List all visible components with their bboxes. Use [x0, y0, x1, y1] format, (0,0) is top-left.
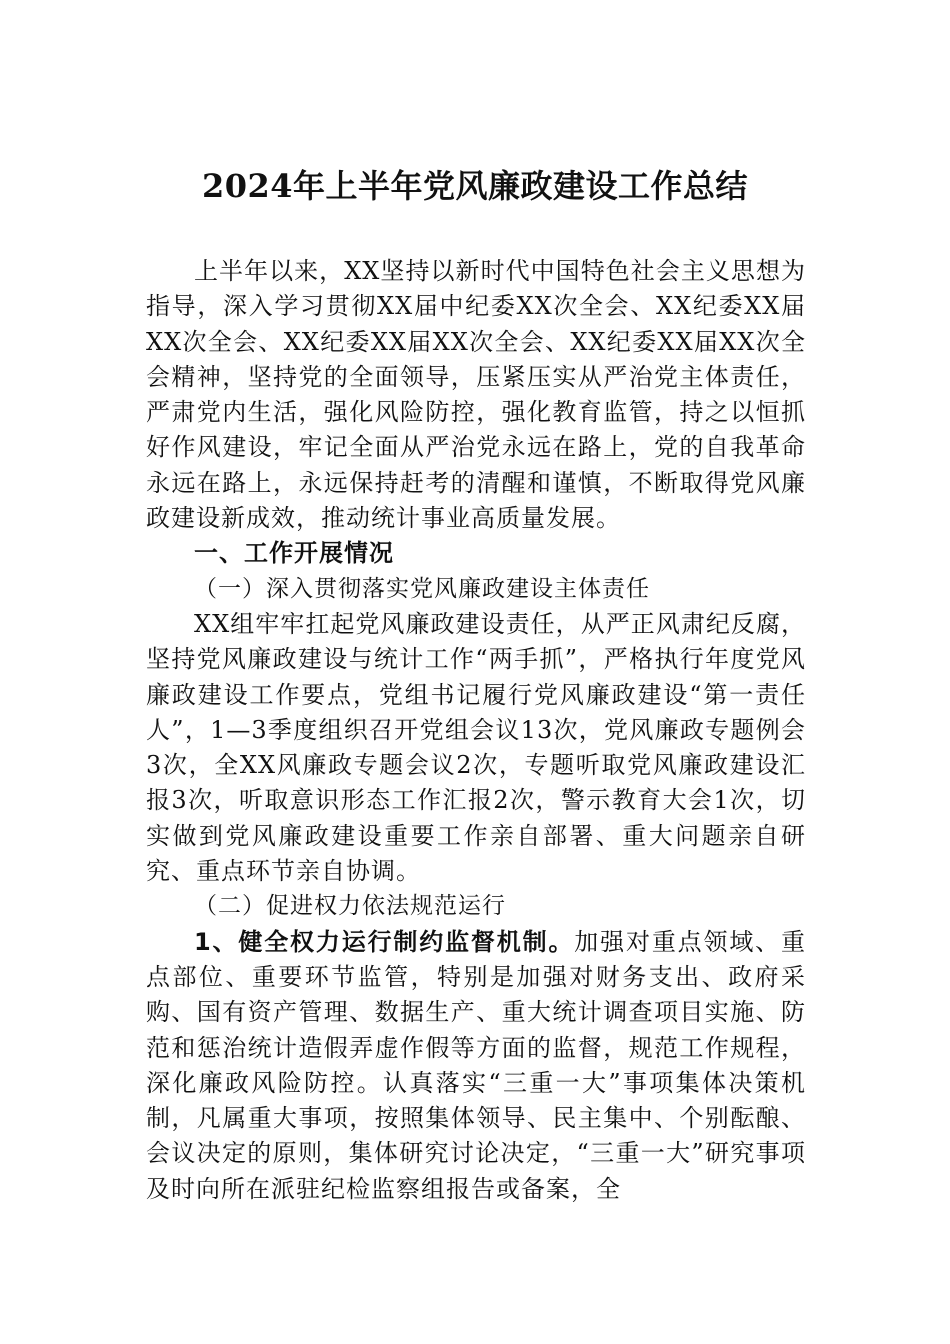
- item-1-lead: 1、健全权力运行制约监督机制。: [194, 927, 575, 956]
- item-1-paragraph: [146, 925, 806, 1207]
- subsection-heading-2: （二）促进权力依法规范运行: [194, 893, 506, 920]
- intro-paragraph: 上半年以来，XX坚持以新时代中国特色社会主义思想为指导，深入学习贯彻XX届中纪委XX次全会、XX纪委XX届XX次全会、XX纪委XX届XX次全会、XX纪委XX届XX次全会精神，坚持党的全面领导，压紧压实从严治党主体责任，严肃党内生活，强化风险防控，强化教育监管，持之以恒抓好作风建设，牢记全面从严治党永远在路上，党的自我革命永远在路上，永远保持赶考的清醒和谨慎，不断取得党风廉政建设新成效，推动统计事业高质量发展。: [146, 257, 806, 533]
- section-heading-work-progress: 一、工作开展情况: [194, 539, 394, 568]
- item-1-text: 加强对重点领域、重点部位、重要环节监管，特别是加强对财务支出、政府采购、国有资产管理、数据生产、重大统计调查项目实施、防范和惩治统计造假弄虚作假等方面的监督，规范工作规程，深化廉政风险防控。认真落实“三重一大”事项集体决策机制，凡属重大事项，按照集体领导、民主集中、个别酝酿、会议决定的原则，集体研究讨论决定，“三重一大”研究事项及时向所在派驻纪检监察组报告或备案，全: [146, 927, 807, 1203]
- subsection-heading-1: （一）深入贯彻落实党风廉政建设主体责任: [194, 575, 650, 602]
- document-body: [146, 254, 806, 1207]
- document-title: 2024年上半年党风廉政建设工作总结: [201, 167, 749, 205]
- subsection-1-paragraph: XX组牢牢扛起党风廉政建设责任，从严正风肃纪反腐，坚持党风廉政建设与统计工作“两手抓”，严格执行年度党风廉政建设工作要点，党组书记履行党风廉政建设“第一责任人”，1—3季度组织召开党组会议13次，党风廉政专题例会3次，全XX风廉政专题会议2次，专题听取党风廉政建设汇报3次，听取意识形态工作汇报2次，警示教育大会1次，切实做到党风廉政建设重要工作亲自部署、重大问题亲自研究、重点环节亲自协调。: [146, 609, 806, 886]
